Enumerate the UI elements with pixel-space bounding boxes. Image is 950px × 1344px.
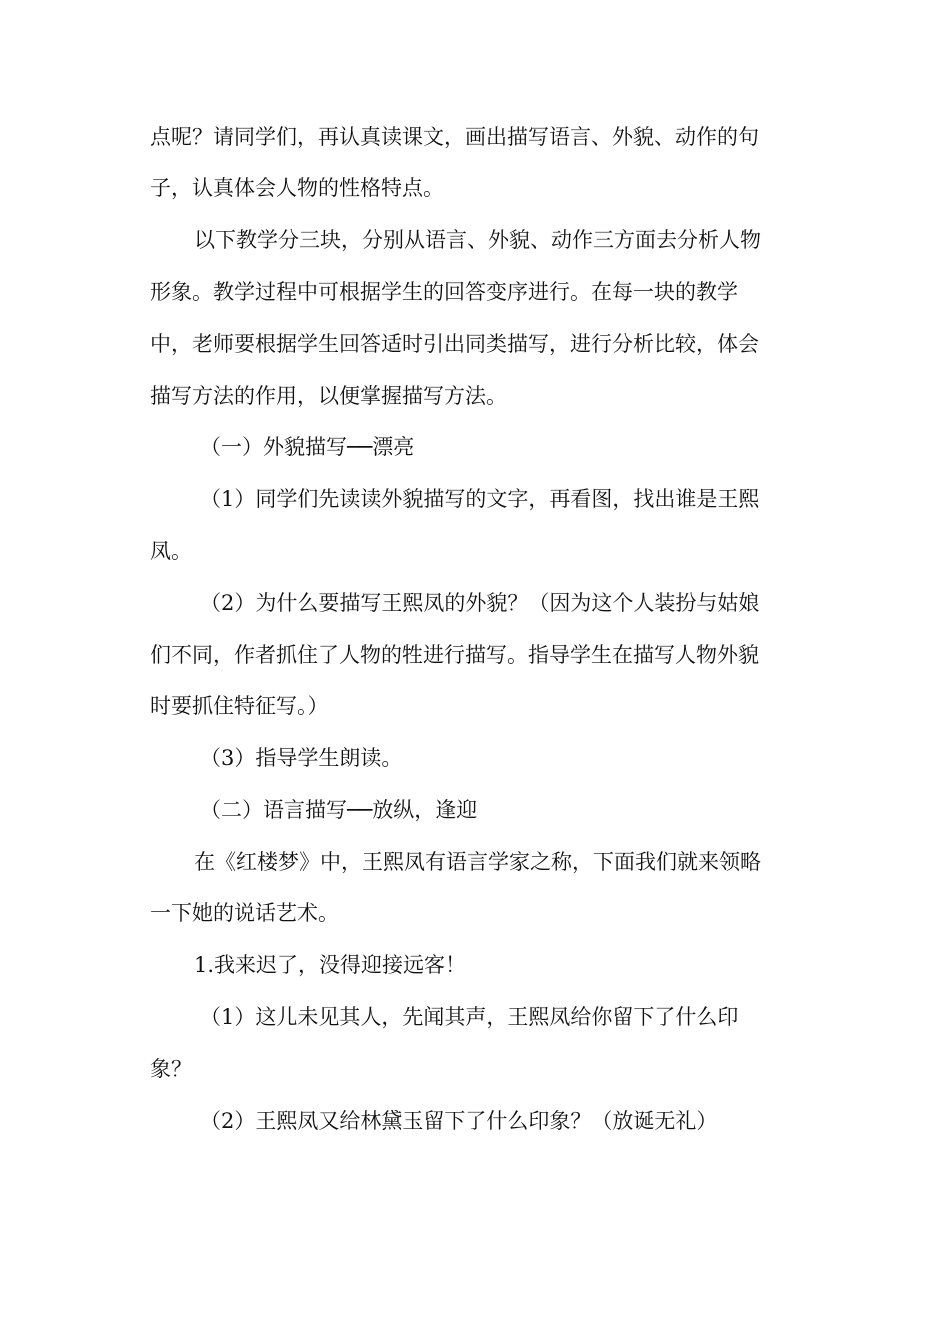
text-line: 形象。教学过程中可根据学生的回答变序进行。在每一块的教学 [150, 280, 738, 304]
text-line: 一下她的说话艺术。 [150, 901, 339, 925]
text-line: 描写方法的作用，以便掌握描写方法。 [150, 384, 507, 408]
text-line: 时要抓住特征写。） [150, 694, 329, 718]
text-line: 1.我来迟了，没得迎接远客！ [194, 953, 467, 977]
text-line: 在《红楼梦》中，王熙凤有语言学家之称，下面我们就来领略 [194, 850, 761, 874]
text-line: （3）指导学生朗读。 [200, 746, 403, 770]
text-line: （1）这儿未见其人，先闻其声，王熙凤给你留下了什么印 [200, 1005, 739, 1029]
text-line: 象？ [150, 1057, 192, 1081]
section-heading: （二）语言描写──放纵，逢迎 [200, 798, 478, 822]
section-heading: （一）外貌描写──漂亮 [200, 435, 415, 459]
text-line: 们不同，作者抓住了人物的牲进行描写。指导学生在描写人物外貌 [150, 643, 759, 667]
text-line: 子，认真体会人物的性格特点。 [150, 176, 444, 200]
text-line: 点呢？请同学们，再认真读课文，画出描写语言、外貌、动作的句 [150, 125, 759, 149]
text-line: 以下教学分三块，分别从语言、外貌、动作三方面去分析人物 [194, 228, 761, 252]
text-line: 凤。 [150, 539, 192, 563]
text-line: （2）为什么要描写王熙凤的外貌？（因为这个人装扮与姑娘 [200, 591, 760, 615]
text-line: 中，老师要根据学生回答适时引出同类描写，进行分析比较，体会 [150, 332, 759, 356]
text-line: （1）同学们先读读外貌描写的文字，再看图，找出谁是王熙 [200, 487, 760, 511]
text-line: （2）王熙凤又给林黛玉留下了什么印象？（放诞无礼） [200, 1109, 718, 1133]
